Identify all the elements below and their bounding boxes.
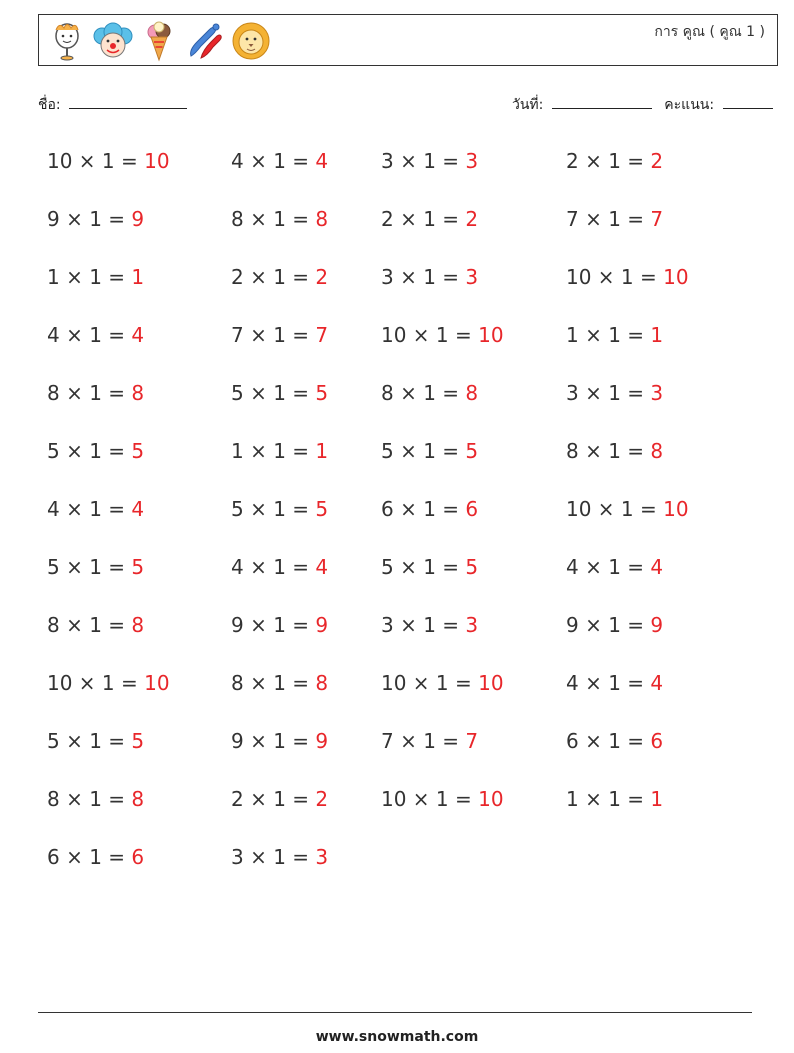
problem-item: [381, 140, 566, 198]
problem-answer: 1: [650, 787, 664, 811]
problem-question: 9 × 1 =: [231, 613, 316, 637]
problem-answer: 8: [131, 613, 145, 637]
problem-item: [47, 372, 231, 430]
date-score-field: [512, 94, 773, 116]
problem-answer: 1: [315, 439, 329, 463]
problem-answer: 9: [131, 207, 145, 231]
problem-question: 10 × 1 =: [381, 787, 479, 811]
problem-answer: 8: [650, 439, 664, 463]
problem-item: [381, 256, 566, 314]
mirror-icon: [47, 20, 87, 62]
problem-answer: 9: [315, 729, 329, 753]
problem-question: 6 × 1 =: [566, 729, 651, 753]
problem-question: 9 × 1 =: [566, 613, 651, 637]
problem-answer: 3: [465, 149, 479, 173]
problem-answer: 5: [131, 555, 145, 579]
problem-item: [231, 662, 381, 720]
problem-question: 10 × 1 =: [566, 497, 664, 521]
problem-answer: 10: [663, 497, 689, 521]
problem-question: 5 × 1 =: [47, 439, 132, 463]
problem-answer: 5: [465, 555, 479, 579]
juggling-pin-icon: [185, 20, 225, 62]
problem-item: [381, 662, 566, 720]
problem-item: [47, 198, 231, 256]
problem-answer: 5: [131, 729, 145, 753]
problem-answer: 8: [131, 381, 145, 405]
problem-question: 8 × 1 =: [47, 787, 132, 811]
problem-question: 1 × 1 =: [47, 265, 132, 289]
problem-item: [231, 140, 381, 198]
problem-answer: 2: [315, 787, 329, 811]
problem-item: [47, 256, 231, 314]
problem-item: [566, 314, 766, 372]
problem-question: 1 × 1 =: [566, 787, 651, 811]
problem-question: 4 × 1 =: [47, 323, 132, 347]
problem-item: [47, 662, 231, 720]
score-blank[interactable]: [723, 94, 773, 109]
problem-answer: 4: [315, 555, 329, 579]
problem-answer: 9: [650, 613, 664, 637]
problem-question: 10 × 1 =: [47, 671, 145, 695]
problem-question: 8 × 1 =: [566, 439, 651, 463]
problem-question: 8 × 1 =: [47, 613, 132, 637]
problem-answer: 7: [465, 729, 479, 753]
problem-answer: 4: [131, 497, 145, 521]
problem-question: 5 × 1 =: [381, 439, 466, 463]
problem-answer: 6: [131, 845, 145, 869]
problem-item: [47, 546, 231, 604]
name-label: ชื่อ:: [38, 97, 61, 113]
problem-item: [381, 720, 566, 778]
problem-question: 9 × 1 =: [231, 729, 316, 753]
problem-answer: 4: [650, 671, 664, 695]
problem-question: 7 × 1 =: [381, 729, 466, 753]
worksheet-title: การ คูณ ( คูณ 1 ): [654, 24, 765, 40]
problem-answer: 8: [315, 207, 329, 231]
ice-cream-icon: [139, 20, 179, 62]
problem-item: [47, 488, 231, 546]
problem-item: [47, 314, 231, 372]
problem-answer: 2: [650, 149, 664, 173]
problem-answer: 3: [465, 613, 479, 637]
problem-question: 6 × 1 =: [381, 497, 466, 521]
problem-item: [566, 720, 766, 778]
problem-question: 5 × 1 =: [381, 555, 466, 579]
problem-question: 4 × 1 =: [566, 671, 651, 695]
problem-item: [47, 430, 231, 488]
problem-question: 2 × 1 =: [231, 265, 316, 289]
problem-question: 4 × 1 =: [231, 149, 316, 173]
problem-answer: 10: [478, 671, 504, 695]
problem-item: [231, 778, 381, 836]
problem-item: [566, 430, 766, 488]
problem-question: 3 × 1 =: [381, 613, 466, 637]
problem-item: [231, 430, 381, 488]
problem-answer: 3: [315, 845, 329, 869]
problem-answer: 10: [663, 265, 689, 289]
problem-answer: 5: [465, 439, 479, 463]
problem-item: [566, 604, 766, 662]
problem-item: [231, 488, 381, 546]
problem-answer: 6: [465, 497, 479, 521]
problem-question: 8 × 1 =: [381, 381, 466, 405]
problem-item: [381, 314, 566, 372]
problem-question: 10 × 1 =: [381, 323, 479, 347]
problem-item: [381, 488, 566, 546]
problem-answer: 10: [478, 787, 504, 811]
header-box: [38, 14, 778, 66]
problem-answer: 7: [315, 323, 329, 347]
problem-item: [566, 662, 766, 720]
problem-question: 1 × 1 =: [231, 439, 316, 463]
problem-answer: 5: [131, 439, 145, 463]
problem-item: [381, 604, 566, 662]
problem-item: [231, 836, 381, 894]
problem-question: 10 × 1 =: [566, 265, 664, 289]
problem-question: 3 × 1 =: [566, 381, 651, 405]
problem-item: [231, 198, 381, 256]
problem-answer: 10: [144, 149, 170, 173]
footer-divider: [38, 1012, 752, 1013]
problem-answer: 8: [315, 671, 329, 695]
problem-item: [381, 546, 566, 604]
problem-item: [566, 372, 766, 430]
problem-question: 5 × 1 =: [231, 497, 316, 521]
problem-answer: 2: [465, 207, 479, 231]
problem-question: 4 × 1 =: [47, 497, 132, 521]
problem-question: 5 × 1 =: [47, 555, 132, 579]
problem-question: 3 × 1 =: [381, 265, 466, 289]
problem-answer: 3: [650, 381, 664, 405]
problem-answer: 8: [465, 381, 479, 405]
problem-item: [566, 488, 766, 546]
problem-answer: 1: [131, 265, 145, 289]
problem-question: 3 × 1 =: [231, 845, 316, 869]
problem-item: [47, 778, 231, 836]
problem-item: [231, 314, 381, 372]
date-blank[interactable]: [552, 94, 652, 109]
problem-item: [566, 778, 766, 836]
problem-item: [47, 720, 231, 778]
problem-item: [566, 546, 766, 604]
problem-answer: 5: [315, 381, 329, 405]
problem-item: [566, 256, 766, 314]
problem-answer: 6: [650, 729, 664, 753]
problem-question: 2 × 1 =: [381, 207, 466, 231]
problem-question: 8 × 1 =: [231, 207, 316, 231]
icon-strip: [47, 20, 271, 62]
problem-item: [381, 198, 566, 256]
problem-grid: [47, 140, 767, 894]
problem-question: 1 × 1 =: [566, 323, 651, 347]
problem-question: 8 × 1 =: [231, 671, 316, 695]
problem-question: 3 × 1 =: [381, 149, 466, 173]
problem-answer: 4: [131, 323, 145, 347]
problem-question: 4 × 1 =: [231, 555, 316, 579]
problem-item: [381, 778, 566, 836]
problem-answer: 4: [315, 149, 329, 173]
problem-answer: 7: [650, 207, 664, 231]
problem-item: [231, 256, 381, 314]
problem-answer: 8: [131, 787, 145, 811]
problem-answer: 1: [650, 323, 664, 347]
problem-item: [566, 140, 766, 198]
problem-item: [231, 372, 381, 430]
problem-answer: 10: [144, 671, 170, 695]
problem-item: [47, 836, 231, 894]
problem-question: 9 × 1 =: [47, 207, 132, 231]
problem-answer: 10: [478, 323, 504, 347]
score-label: คะแนน:: [664, 97, 715, 113]
problem-item: [47, 604, 231, 662]
problem-item: [231, 546, 381, 604]
footer-url[interactable]: www.snowmath.com: [315, 1029, 479, 1045]
name-blank[interactable]: [69, 94, 187, 109]
problem-item: [231, 720, 381, 778]
clown-icon: [93, 20, 133, 62]
problem-question: 4 × 1 =: [566, 555, 651, 579]
problem-answer: 3: [465, 265, 479, 289]
problem-item: [47, 140, 231, 198]
name-field: [38, 94, 187, 116]
problem-question: 8 × 1 =: [47, 381, 132, 405]
problem-question: 5 × 1 =: [231, 381, 316, 405]
problem-item: [381, 430, 566, 488]
problem-question: 2 × 1 =: [231, 787, 316, 811]
problem-answer: 5: [315, 497, 329, 521]
problem-question: 7 × 1 =: [231, 323, 316, 347]
lion-icon: [231, 20, 271, 62]
date-label: วันที่:: [512, 97, 544, 113]
problem-answer: 4: [650, 555, 664, 579]
problem-item: [381, 372, 566, 430]
problem-question: 2 × 1 =: [566, 149, 651, 173]
problem-question: 5 × 1 =: [47, 729, 132, 753]
problem-question: 10 × 1 =: [47, 149, 145, 173]
problem-item: [231, 604, 381, 662]
problem-question: 10 × 1 =: [381, 671, 479, 695]
problem-answer: 9: [315, 613, 329, 637]
problem-question: 6 × 1 =: [47, 845, 132, 869]
problem-question: 7 × 1 =: [566, 207, 651, 231]
problem-item: [566, 198, 766, 256]
problem-answer: 2: [315, 265, 329, 289]
